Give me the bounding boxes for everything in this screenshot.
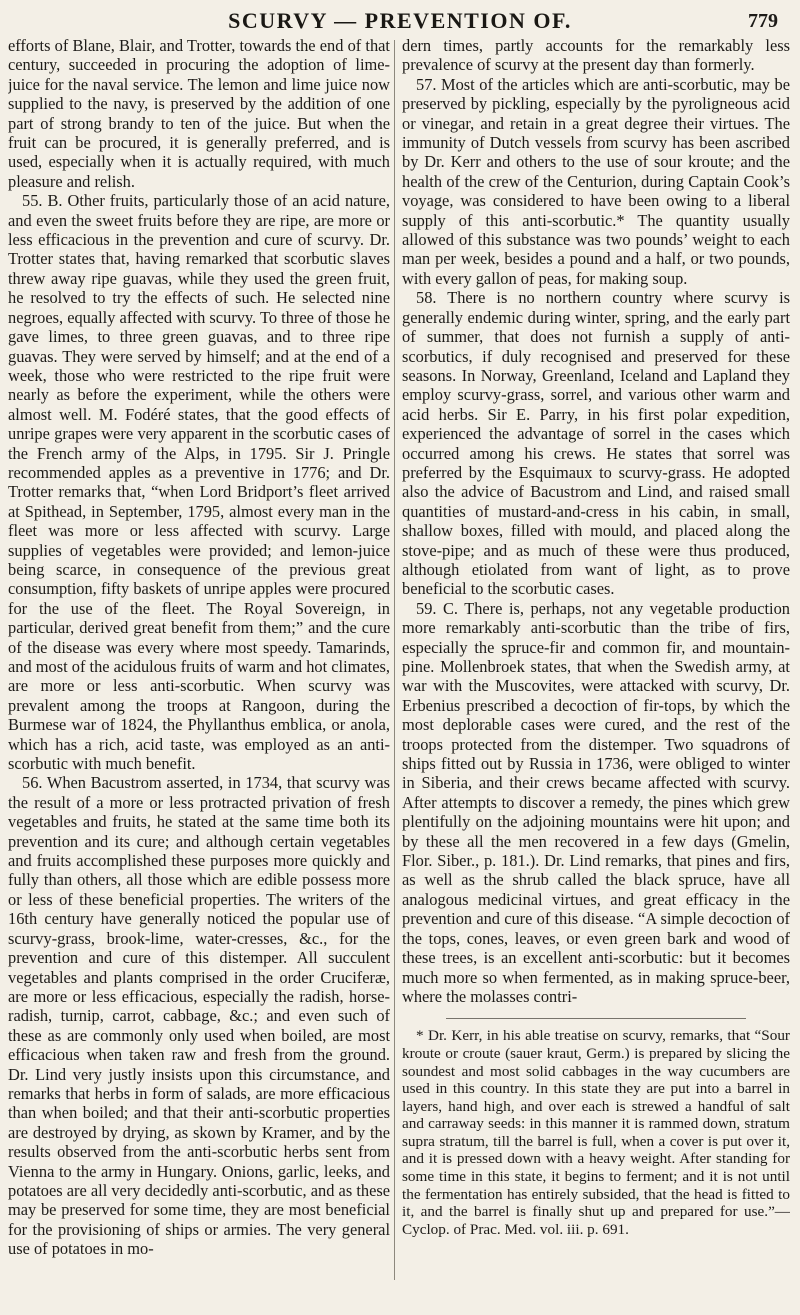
paragraph-57: 57. Most of the articles which are anti-scorbutic, may be preserved by pickling, especially by the pyroligneous acid or vinegar, and retain in a great degree their virtues. The immunity of Dutch vessels from scurvy has been ascribed by Dr. Kerr and others to the use of sour kroute; and the health of the crew of the Centurion, during Captain Cook’s voyage, was considered to have been owing to a liberal supply of this anti-scorbutic.* The quantity usually allowed of this substance was two pounds’ weight to each man per week, besides a pound and a half, or two pounds, with every gallon of peas, for making soup. <box>402 74 790 288</box>
left-column <box>8 36 390 1306</box>
paragraph-56: 56. When Bacustrom asserted, in 1734, that scurvy was the result of a more or less protracted privation of fresh vegetables and fruits, he stated at the same time both its prevention and its cure; and although certain vegetables and fruits accomplished these purposes more quickly and fully than others, all those which are edible possess more or less of these beneficial properties. The writers of the 16th century have generally noticed the popular use of scurvy-grass, brook-lime, water-cresses, &c., for the prevention and cure of this distemper. All succulent vegetables and plants comprised in the order Cruciferæ, are more or less efficacious, especially the radish, horse-radish, turnip, carrot, cabbage, &c.; and even such of these as are commonly only used when boiled, are most efficacious when taken raw and fresh from the ground. Dr. Lind very justly insists upon this circumstance, and remarks that herbs in form of salads, are more efficacious than when boiled; and that their anti-scorbutic properties are destroyed by drying, as skown by Kramer, and by the results observed from the anti-scorbutic herbs sent from Vienna to the army in Hungary. Onions, garlic, leeks, and potatoes are all very decidedly anti-scorbutic, and as these may be preserved for some time, they are most beneficial for the provisioning of ships or armies. The very general use of potatoes in mo- <box>8 773 390 1259</box>
paragraph-55: 55. B. Other fruits, particularly those of an acid nature, and even the sweet fruits before they are ripe, are more or less efficacious in the prevention and cure of scurvy. Dr. Trotter states that, having remarked that scorbutic slaves threw away ripe guavas, while they used the green fruit, he resolved to try the effects of such. He selected nine negroes, equally affected with scurvy. To three of those he gave limes, to three green guavas, and to three ripe guavas. They were served by himself; and at the end of a week, those who were restricted to the ripe fruit were nearly as before the experiment, while the others were almost well. M. Fodéré states, that the good effects of unripe grapes were very apparent in the scorbutic cases of the French army of the Alps, in 1795. Sir J. Pringle recommended apples as a preventive in 1776; and Dr. Trotter remarks that, “when Lord Bridport’s fleet arrived at Spithead, in September, 1795, almost every man in the fleet was more or less affected with scurvy. Large supplies of vegetables were provided; and lemon-juice being scarce, in consequence of the previous great consumption, fifty baskets of unripe apples were procured for the use of the fleet. The Royal Sovereign, in particular, derived great benefit from them;” and the cure of the disease was every where most speedy. Tamarinds, and most of the acidulous fruits of warm and hot climates, are more or less anti-scorbutic. When scurvy was prevalent among the troops at Rangoon, during the Burmese war of 1824, the Phyllanthus emblica, or anola, which has a rich, acid taste, was employed as an anti-scorbutic with much benefit. <box>8 191 390 774</box>
paragraph-59: 59. C. There is, perhaps, not any vegetable production more remarkably anti-scorbutic than the tribe of firs, especially the spruce-fir and common fir, and mountain-pine. Mollenbroek states, that when the Swedish army, at war with the Muscovites, were attacked with scurvy, Dr. Erbenius prescribed a decoction of fir-tops, by which the most deplorable cases were cured, and the rest of the troops protected from the distemper. Two squadrons of ships fitted out by Russia in 1736, were obliged to winter in Siberia, and their crews became affected with scurvy. After attempts to discover a remedy, the pines which grew plentifully on the adjoining mountains were hit upon; and by these all the men recovered in a few days (Gmelin, Flor. Siber., p. 181.). Dr. Lind remarks, that pines and firs, as well as the shrub called the black spruce, have all analogous medicinal virtues, and great efficacy in the prevention and cure of this disease. “A simple decoction of the tops, cones, leaves, or even green bark and wood of these trees, is an excellent anti-scorbutic: but it becomes much more so when fermented, as in making spruce-beer, where the molasses contri- <box>402 598 790 1006</box>
page-number: 779 <box>748 10 778 32</box>
left-paragraph-continued: efforts of Blane, Blair, and Trotter, towards the end of that century, succeeded in procuring the adoption of lime-juice for the naval service. The lemon and lime juice now supplied to the navy, is preserved by the addition of one part of strong brandy to ten of the juice. But when the fruit can be procured, it is generally preferred, and is used, especially when it is actually required, with much pleasure and relish. <box>8 36 390 191</box>
paragraph-58: 58. There is no northern country where scurvy is generally endemic during winter, spring, and the early part of summer, that does not furnish a supply of anti-scorbutics, if duly recognised and preserved for these seasons. In Norway, Greenland, Iceland and Lapland they employ scurvy-grass, sorrel, and various other warm and acid herbs. Sir E. Parry, in his first polar expedition, experienced the advantage of sorrel in the cases which occurred among his crews. He states that sorrel was preferred by the Esquimaux to scurvy-grass. He adopted also the advice of Bacustrom and Lind, and raised small quantities of mustard-and-cress in his cabin, in small, shallow boxes, filled with mould, and placed along the stove-pipe; and as much of these were thus produced, although etiolated from want of light, as to prove beneficial to the scorbutic cases. <box>402 288 790 599</box>
running-title: SCURVY — PREVENTION OF. <box>228 8 572 33</box>
right-paragraph-continued: dern times, partly accounts for the remarkably less prevalence of scurvy at the present day than formerly. <box>402 36 790 75</box>
right-column <box>402 36 790 1306</box>
running-head <box>0 4 800 40</box>
footnote-rule <box>446 1018 746 1019</box>
footnote: * Dr. Kerr, in his able treatise on scurvy, remarks, that “Sour kroute or croute (sauer kraut, Germ.) is prepared by slicing the soundest and most solid cabbages in the way cucumbers are used in this country. In this state they are put into a barrel in layers, hand high, and over each is strewed a handful of salt and carraway seeds: in this manner it is rammed down, stratum supra stratum, till the barrel is full, when a cover is put over it, and it is pressed down with a heavy weight. After standing for some time in this state, it begins to ferment; and it is not until the fermentation has entirely subsided, that the head is fitted to it, and the barrel is finally shut up and prepared for use.”—Cyclop. of Prac. Med. vol. iii. p. 691. <box>402 1027 790 1238</box>
text-columns <box>8 36 792 1306</box>
